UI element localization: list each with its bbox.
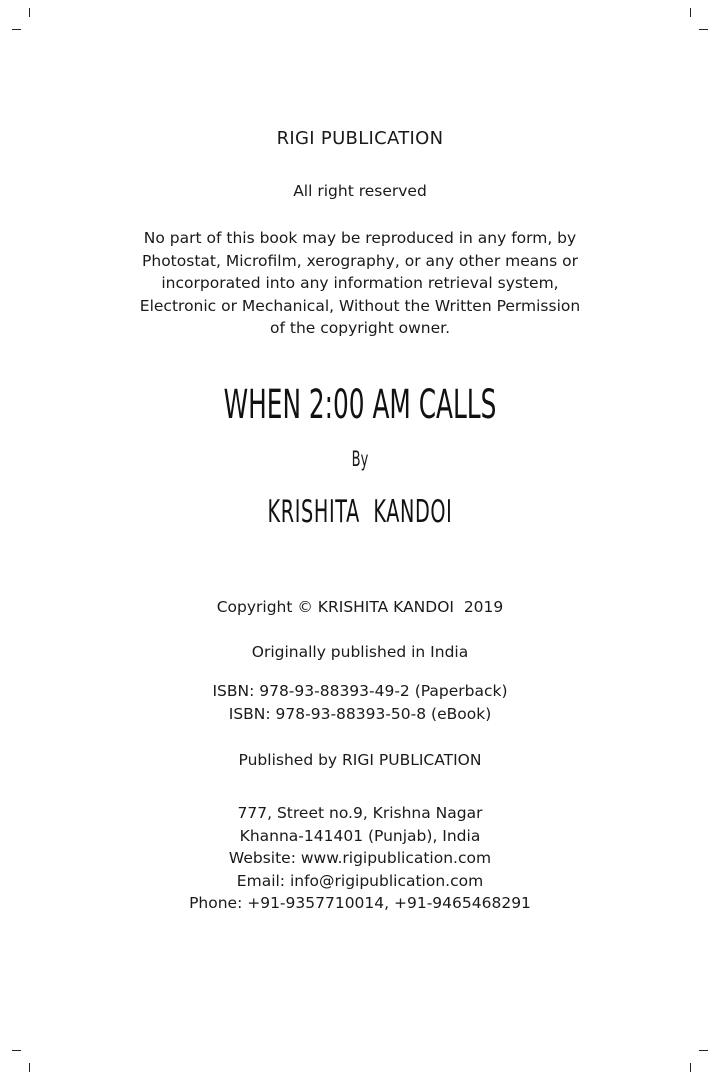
isbn-paperback: ISBN: 978-93-88393-49-2 (Paperback) xyxy=(212,682,508,700)
origin-line xyxy=(0,641,720,664)
origin-text: Originally published in India xyxy=(251,643,469,661)
notice-line: Photostat, Microfilm, xerography, or any other means or xyxy=(142,251,578,270)
address-city: Khanna-141401 (Punjab), India xyxy=(239,826,481,845)
published-by-line xyxy=(0,749,720,772)
notice-line: No part of this book may be reproduced in any form, by xyxy=(143,229,577,247)
isbn-block xyxy=(0,680,720,725)
by-label: By xyxy=(351,447,369,471)
published-by-text: Published by RIGI PUBLICATION xyxy=(238,751,482,769)
copyright-text: Copyright © KRISHITA KANDOI 2019 xyxy=(216,598,504,616)
rights-statement: All right reserved xyxy=(293,182,427,200)
address-email: Email: info@rigipublication.com xyxy=(236,871,484,890)
copyright-notice xyxy=(60,227,660,340)
address-website: Website: www.rigipublication.com xyxy=(228,849,492,867)
publisher-address xyxy=(0,802,720,915)
notice-line: Electronic or Mechanical, Without the Written Permission xyxy=(139,296,581,315)
author-name: KRISHITA KANDOI xyxy=(267,494,453,530)
address-phone: Phone: +91-9357710014, +91-9465468291 xyxy=(189,894,531,912)
publisher-heading: RIGI PUBLICATION xyxy=(276,128,444,149)
address-street: 777, Street no.9, Krishna Nagar xyxy=(237,804,483,822)
notice-line: incorporated into any information retrieval system, xyxy=(161,274,559,292)
notice-line: of the copyright owner. xyxy=(270,319,450,337)
isbn-ebook: ISBN: 978-93-88393-50-8 (eBook) xyxy=(228,704,492,723)
book-title: WHEN 2:00 AM CALLS xyxy=(223,382,497,428)
copyright-line xyxy=(0,596,720,619)
